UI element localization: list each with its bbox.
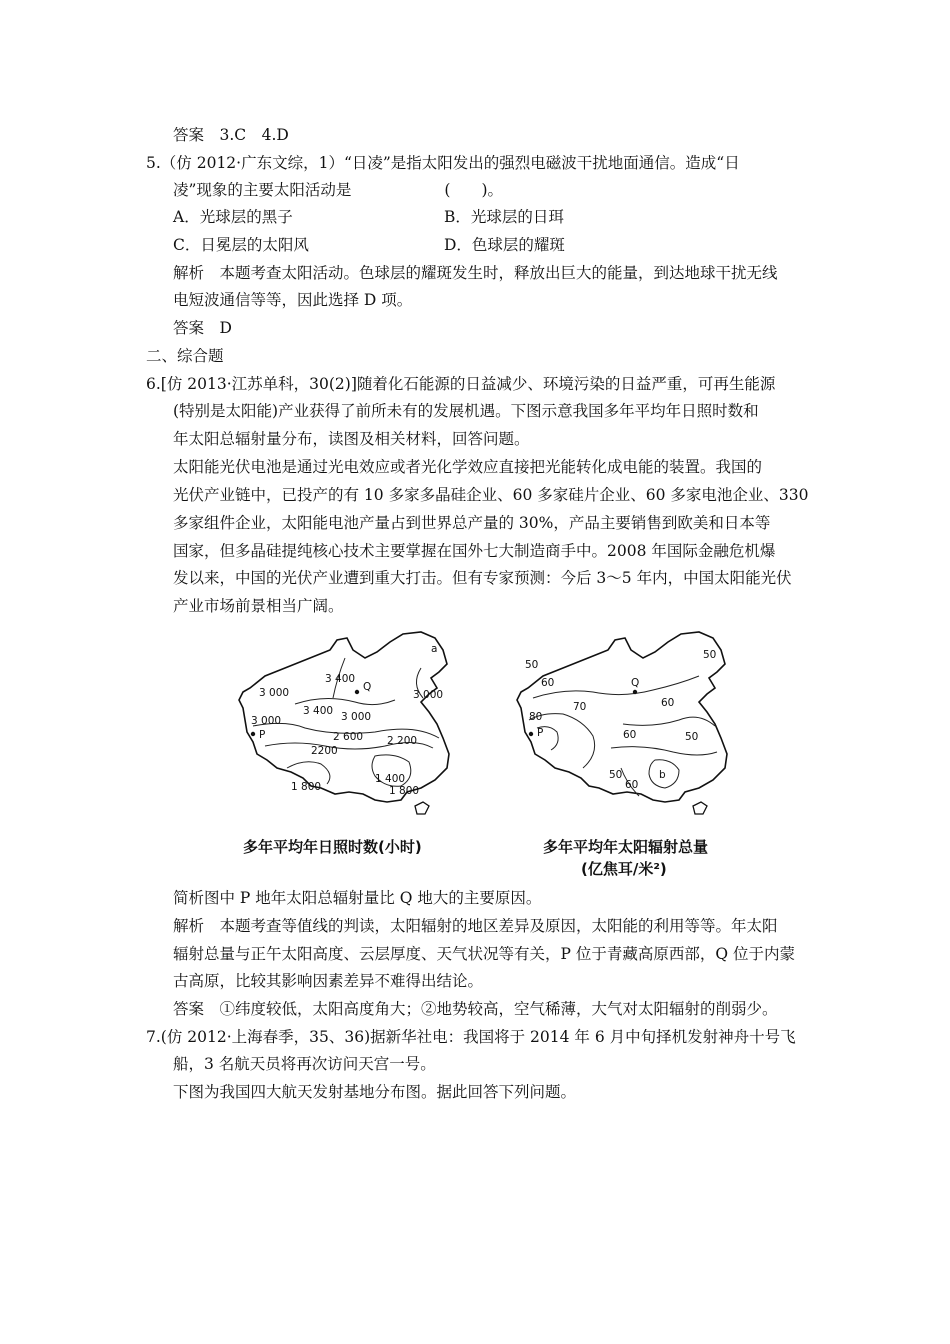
label-3000-east: 3 000 xyxy=(413,689,444,701)
q5-analysis-line1: 解析 本题考查太阳活动。色球层的耀斑发生时，释放出巨大的能量，到达地球干扰无线 xyxy=(173,264,778,282)
label-60-e: 60 xyxy=(661,697,675,709)
q5-option-c: C．日冕层的太阳风 xyxy=(173,236,309,254)
q6-analysis-line1: 解析 本题考查等值线的判读，太阳辐射的地区差异及原因，太阳能的利用等等。年太阳 xyxy=(173,917,778,935)
label-3000-p: 3 000 xyxy=(251,715,282,727)
label-p: P xyxy=(537,727,544,739)
left-map-caption: 多年平均年日照时数(小时) xyxy=(243,838,422,856)
china-maps-figure xyxy=(225,628,765,883)
sunshine-hours-map xyxy=(225,628,485,828)
label-3400-center: 3 400 xyxy=(303,705,334,717)
label-50-center: 50 xyxy=(685,731,699,743)
q5-answer: 答案 D xyxy=(173,319,232,337)
section-heading: 二、综合题 xyxy=(146,347,224,365)
label-a: a xyxy=(431,643,438,655)
solar-radiation-map xyxy=(503,628,763,828)
q7-stem-line2: 船，3 名航天员将再次访问天宫一号。 xyxy=(173,1055,436,1073)
label-2600: 2 600 xyxy=(333,731,364,743)
q6-material-line6: 产业市场前景相当广阔。 xyxy=(173,597,344,615)
label-50-south: 50 xyxy=(609,769,623,781)
q6-analysis-line3: 古高原，比较其影响因素差异不难得出结论。 xyxy=(173,972,484,990)
label-50-nw: 50 xyxy=(525,659,539,671)
label-60-south: 60 xyxy=(625,779,639,791)
right-map-caption-line1: 多年平均年太阳辐射总量 xyxy=(543,838,709,856)
label-1800-east: 1 800 xyxy=(389,785,420,797)
q6-material-line5: 发以来，中国的光伏产业遭到重大打击。但有专家预测：今后 3～5 年内，中国太阳能光伏 xyxy=(173,569,792,587)
q7-stem-line1: 7.(仿 2012·上海春季，35、36)据新华社电：我国将于 2014 年 6 月中旬择机发射神舟十号飞 xyxy=(146,1028,796,1046)
q6-question: 简析图中 P 地年太阳总辐射量比 Q 地大的主要原因。 xyxy=(173,889,542,907)
q5-analysis-line2: 电短波通信等等，因此选择 D 项。 xyxy=(173,291,413,309)
q6-material-line4: 国家，但多晶硅提纯核心技术主要掌握在国外七大制造商手中。2008 年国际金融危机爆 xyxy=(173,542,776,560)
label-q: Q xyxy=(631,677,640,689)
label-3000-west: 3 000 xyxy=(259,687,290,699)
label-2200-east: 2 200 xyxy=(387,735,418,747)
q5-option-d: D．色球层的耀斑 xyxy=(444,236,565,254)
label-b: b xyxy=(659,769,666,781)
q7-stem-line3: 下图为我国四大航天发射基地分布图。据此回答下列问题。 xyxy=(173,1083,577,1101)
q5-stem-line2: 凌”现象的主要太阳活动是 ( )。 xyxy=(173,181,504,199)
label-50-ne: 50 xyxy=(703,649,717,661)
label-60-w: 60 xyxy=(541,677,555,689)
q6-material-line1: 太阳能光伏电池是通过光电效应或者光化学效应直接把光能转化成电能的装置。我国的 xyxy=(173,458,763,476)
q4-answer: 答案 3.C 4.D xyxy=(173,126,289,144)
label-1800-west: 1 800 xyxy=(291,781,322,793)
q6-analysis-line2: 辐射总量与正午太阳高度、云层厚度、天气状况等有关，P 位于青藏高原西部，Q 位于内蒙 xyxy=(173,945,795,963)
q6-stem-line3: 年太阳总辐射量分布，读图及相关材料，回答问题。 xyxy=(173,430,530,448)
q6-material-line3: 多家组件企业，太阳能电池产量占到世界总产量的 30%，产品主要销售到欧美和日本等 xyxy=(173,514,771,532)
q6-stem-line1: 6.[仿 2013·江苏单科，30(2)]随着化石能源的日益减少、环境污染的日益严重，可再生能源 xyxy=(146,375,776,393)
q6-stem-line2: (特别是太阳能)产业获得了前所未有的发展机遇。下图示意我国多年平均年日照时数和 xyxy=(173,402,759,420)
q5-option-a: A．光球层的黑子 xyxy=(173,208,293,226)
q6-material-line2: 光伏产业链中，已投产的有 10 多家多晶硅企业、60 多家硅片企业、60 多家电池企业、330 xyxy=(173,486,809,504)
label-1400: 1 400 xyxy=(375,773,406,785)
label-2200-west: 2200 xyxy=(311,745,338,757)
label-80: 80 xyxy=(529,711,543,723)
label-q: Q xyxy=(363,681,372,693)
label-70: 70 xyxy=(573,701,587,713)
q5-stem-line1: 5.（仿 2012·广东文综，1）“日凌”是指太阳发出的强烈电磁波干扰地面通信。造成“日 xyxy=(146,154,740,172)
q5-option-b: B．光球层的日珥 xyxy=(444,208,564,226)
label-60-center: 60 xyxy=(623,729,637,741)
right-map-caption-line2: (亿焦耳/米²) xyxy=(581,860,667,878)
label-3400-north: 3 400 xyxy=(325,673,356,685)
label-p: P xyxy=(259,729,266,741)
label-3000-center: 3 000 xyxy=(341,711,372,723)
q6-answer: 答案 ①纬度较低，太阳高度角大；②地势较高，空气稀薄，大气对太阳辐射的削弱少。 xyxy=(173,1000,778,1018)
